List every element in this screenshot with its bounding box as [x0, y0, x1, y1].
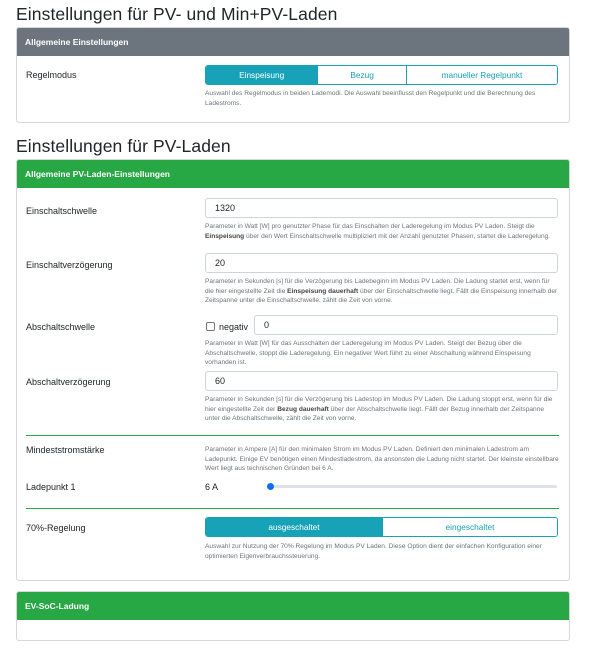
regelung70-option-aus[interactable]: ausgeschaltet: [206, 518, 382, 536]
negativ-checkbox[interactable]: [206, 322, 215, 331]
einschaltverzoegerung-input[interactable]: 20: [205, 253, 558, 273]
page-title-pv-laden: Einstellungen für PV-Laden: [16, 136, 231, 156]
regelmodus-help: Auswahl des Regelmodus in beiden Lademodi. Die Auswahl beeinflusst den Regelpunkt und die Berechnung des Ladestroms.: [205, 90, 536, 107]
mindeststrom-help: Parameter in Ampere [A] für den minimalen Strom im Modus PV Laden. Definiert den minimalen Ladestrom am Ladepunkt. Einige EV benötigen einen Mindestladestrom, da ansonsten die Ladung nicht startet. Der kleinste einstellbare Wert liegt aus technischen Gründen bei 6 A.: [205, 446, 559, 473]
card-header: Allgemeine Einstellungen: [17, 28, 569, 56]
einschaltschwelle-input[interactable]: 1320: [205, 198, 558, 218]
regelmodus-option-manuell[interactable]: manueller Regelpunkt: [406, 66, 557, 84]
abschaltverzoegerung-input[interactable]: 60: [205, 371, 558, 391]
mindeststrom-label: Mindeststromstärke: [26, 445, 105, 455]
regelmodus-option-bezug[interactable]: Bezug: [317, 66, 406, 84]
einschaltverzoegerung-label: Einschaltverzögerung: [26, 260, 113, 270]
abschaltverzoegerung-label: Abschaltverzögerung: [26, 377, 111, 387]
divider: [26, 508, 559, 509]
divider: [26, 435, 559, 436]
ladepunkt-value: 6 A: [205, 482, 219, 492]
regelung70-selector: [205, 517, 558, 537]
regelung70-help: Auswahl zur Nutzung der 70% Regelung im Modus PV Laden. Diese Option dient der einfachen Konfiguration einer optimierten Eigenverbrauchssteuerung.: [205, 543, 542, 560]
einschaltschwelle-help: Parameter in Watt [W] pro genutzter Phase für das Einschalten der Laderegelung im Modus PV Laden. Steigt die Einspeisung über den Wert Einschaltschwelle multipliziert mit der Anzahl genutzter Phasen, startet die Laderegelung.: [205, 223, 551, 240]
abschaltverzoegerung-help: Parameter in Sekunden [s] für die Verzögerung bis Ladestop im Modus PV Laden. Die Ladung stoppt erst, wenn für die hier eingestellte Zeit der Bezug dauerhaft über der Abschaltschwelle liegt. Fällt der Bezug innerhalb der Zeitspanne unter die Abschaltschwelle, zählt die Zeit von vorne.: [205, 396, 553, 423]
ladepunkt-slider-track[interactable]: [267, 485, 557, 488]
regelung70-option-ein[interactable]: eingeschaltet: [382, 518, 557, 536]
einschaltverzoegerung-help: Parameter in Sekunden [s] für die Verzögerung bis Ladebeginn im Modus PV Laden. Die Ladung startet erst, wenn für die hier eingestellte Zeit die Einspeisung dauerhaft über der Einschaltschwelle liegt. Fällt die Einspeisung innerhalb der Zeitspanne unter die Einschaltschwelle, zählt die Zeit von vorne.: [205, 278, 558, 305]
abschaltschwelle-input[interactable]: 0: [254, 315, 558, 335]
regelmodus-label: Regelmodus: [26, 70, 77, 80]
negativ-label: negativ: [219, 322, 249, 332]
card-allgemeine-einstellungen: [16, 27, 570, 123]
page-title-pv-min-pv: Einstellungen für PV- und Min+PV-Laden: [16, 4, 338, 24]
regelmodus-selector: [205, 65, 558, 85]
abschaltschwelle-help: Parameter in Watt [W] für das Ausschalten der Laderegelung im Modus PV Laden. Steigt der Bezug über die Abschaltschwelle, stoppt die Laderegelung. Ein negativer Wert führt zu einer Abschaltung während Einspeisung vorhanden ist.: [205, 340, 531, 367]
card-ev-soc-ladung: [16, 591, 570, 641]
card-header[interactable]: EV-SoC-Ladung: [17, 592, 569, 620]
card-pv-laden-einstellungen: [16, 159, 570, 581]
einschaltschwelle-label: Einschaltschwelle: [26, 206, 98, 216]
regelung70-label: 70%-Regelung: [26, 523, 86, 533]
ladepunkt-slider-thumb[interactable]: [267, 483, 274, 490]
abschaltschwelle-label: Abschaltschwelle: [26, 322, 96, 332]
card-header: Allgemeine PV-Laden-Einstellungen: [17, 160, 569, 188]
ladepunkt-label: Ladepunkt 1: [26, 482, 76, 492]
regelmodus-option-einspeisung[interactable]: Einspeisung: [206, 66, 317, 84]
